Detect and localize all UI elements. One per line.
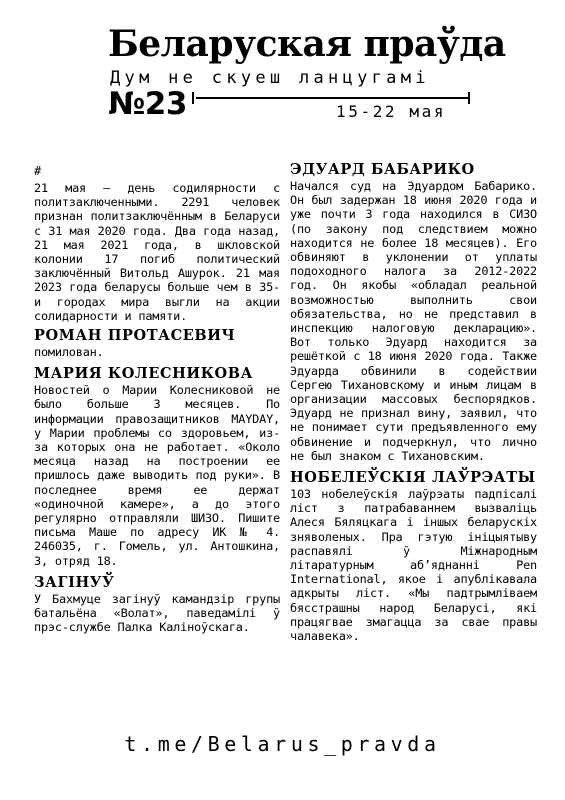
nobel-text: 103 нобелеўскія лаўрэаты падпісалі ліст з патрабаваннем вызваліць Алеся Бяляцкага і іншых беларускіх зняволеных. Пра гэтую ініцыятыву распавялі ў Міжнародным літаратурным аб’яднанні Pen International, якое і апублікавала адкрыты ліст. «Мы падтрымліваем бясстрашны народ Беларусі, які працягвае змагацца за свае правы чалавека». (290, 487, 537, 644)
left-column (34, 163, 280, 634)
masthead-rule (196, 97, 468, 99)
newspaper-title: Беларуская праўда (108, 23, 506, 65)
protasevich-heading: РОМАН ПРОТАСЕВИЧ (34, 327, 236, 345)
zahinu-heading: ЗАГІНУЎ (34, 573, 115, 591)
hashtag: # (34, 164, 42, 178)
tagline: Дум не скуеш ланцугамі (110, 68, 430, 88)
telegram-link[interactable]: t.me/Belarus_pravda (124, 732, 441, 756)
kolesnikova-heading: МАРИЯ КОЛЕСНИКОВА (34, 365, 254, 383)
issue-dates: 15-22 мая (336, 102, 447, 121)
zahinu-text: У Бахмуце загінуў камандзір групы батальёна «Волат», паведамілі ў прэс-службе Палка Каліноўскага. (34, 591, 280, 635)
rule-right-cap (468, 92, 470, 104)
nobel-heading: НОБЕЛЕЎСКІЯ ЛАЎРЭАТЫ (290, 469, 536, 487)
protasevich-text: помилован. (34, 345, 104, 360)
issue-number: №23 (108, 86, 187, 122)
solidarity-day-text: 21 мая — день содилярности с политзаключенными. 2291 человек признан политзаключённым в Беларуси с 31 мая 2020 года. Два года назад, 21 мая 2021 года, в шкловской колонии 17 погиб политический заключённый Витольд Ашурок. 21 мая 2023 года беларусы больше чем в 35-и городах мира выгли на акции солидарности и памяти. (34, 181, 280, 323)
rule-left-cap (192, 92, 194, 104)
babariko-text: Начался суд на Эдуардом Бабарико. Он был задержан 18 июня 2020 года и уже почти 3 года находился в СИЗО (по закону под следствием можно находится не более 18 месяцев). Его обвиняют в уклонении от уплаты подоходного налога за 2012-2022 год. Он якобы «обладал реальной возможностью выполнить свои обязательства, но не представил в инспекцию налоговую декларацию». Вот только Эдуард находится за решёткой с 18 июня 2020 года. Также Эдуарда обвинили в содействии Сергею Тихановскому и иным лицам в организации массовых беспорядков. Эдуард не признал вину, заявил, что не понимает сути предъявленного ему обвинение и подчеркнул, что лично не был знаком с Тихановским. (290, 179, 537, 463)
kolesnikova-text: Новостей о Марии Колесниковой не было больше 3 месяцев. По информации правозащитников MAYDAY, у Марии проблемы со здоровьем, из-за которых она не работает. «Около месяца назад на построении ее пришлось даже выводить под руки». В последнее время ее держат «одиночной камере», а до этого регулярно отправляли ШИЗО. Пишите письма Маше по адресу ИК № 4. 246035, г. Гомель, ул. Антошкина, 3, отряд 18. (34, 383, 280, 568)
right-column (290, 163, 537, 643)
babariko-heading: ЭДУАРД БАБАРИКО (290, 161, 475, 178)
